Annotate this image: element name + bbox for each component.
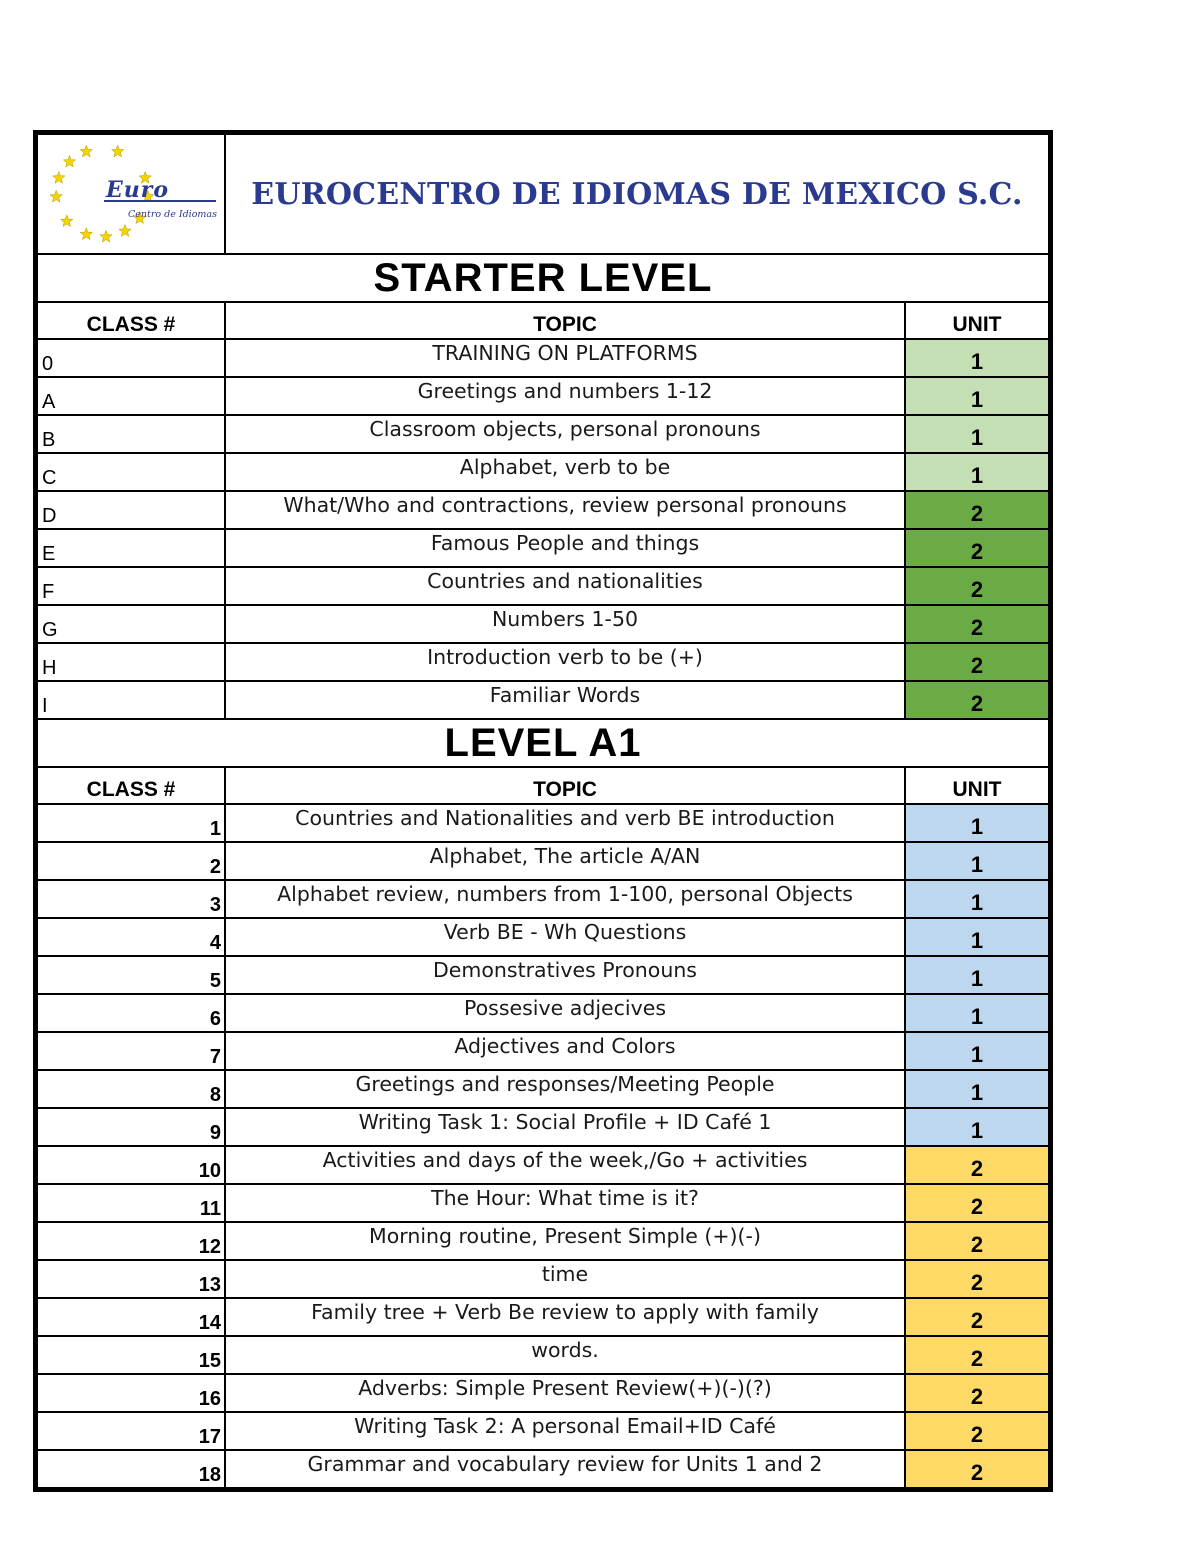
class-number-cell: 3 <box>37 880 225 918</box>
table-row <box>37 1298 1049 1336</box>
table-row <box>37 1146 1049 1184</box>
unit-cell: 1 <box>905 918 1049 956</box>
unit-cell: 2 <box>905 605 1049 643</box>
logo-text: Euro <box>106 177 170 203</box>
column-header-unit: UNIT <box>905 302 1049 339</box>
topic-cell: Classroom objects, personal pronouns <box>225 415 905 453</box>
unit-cell: 2 <box>905 1222 1049 1260</box>
class-number-cell: 8 <box>37 1070 225 1108</box>
euro-logo <box>42 137 222 249</box>
class-number-cell: 16 <box>37 1374 225 1412</box>
level-title: LEVEL A1 <box>37 719 1049 767</box>
table-row <box>37 918 1049 956</box>
unit-cell: 2 <box>905 1298 1049 1336</box>
column-header-class: CLASS # <box>37 302 225 339</box>
table-row <box>37 1184 1049 1222</box>
unit-cell: 1 <box>905 1070 1049 1108</box>
unit-cell: 2 <box>905 567 1049 605</box>
table-row <box>37 605 1049 643</box>
class-number-cell: 2 <box>37 842 225 880</box>
star-icon <box>100 230 112 242</box>
star-icon <box>61 215 73 227</box>
class-number-cell: 13 <box>37 1260 225 1298</box>
class-number-cell: 9 <box>37 1108 225 1146</box>
table-row <box>37 994 1049 1032</box>
topic-cell: Possesive adjecives <box>225 994 905 1032</box>
table-row <box>37 956 1049 994</box>
topic-cell: Adverbs: Simple Present Review(+)(-)(?) <box>225 1374 905 1412</box>
unit-cell: 2 <box>905 681 1049 719</box>
unit-cell: 2 <box>905 1260 1049 1298</box>
level-heading-row <box>37 254 1049 302</box>
column-header-topic: TOPIC <box>225 767 905 804</box>
class-number-cell: F <box>37 567 225 605</box>
table-row <box>37 1412 1049 1450</box>
level-heading-row <box>37 719 1049 767</box>
class-number-cell: 4 <box>37 918 225 956</box>
class-number-cell: C <box>37 453 225 491</box>
star-icon <box>63 155 75 167</box>
class-number-cell: 14 <box>37 1298 225 1336</box>
table-row <box>37 804 1049 842</box>
column-header-topic: TOPIC <box>225 302 905 339</box>
table-row <box>37 880 1049 918</box>
curriculum-table <box>36 133 1050 1489</box>
topic-cell: Greetings and responses/Meeting People <box>225 1070 905 1108</box>
unit-cell: 2 <box>905 1336 1049 1374</box>
table-row <box>37 339 1049 377</box>
unit-cell: 1 <box>905 880 1049 918</box>
unit-cell: 2 <box>905 529 1049 567</box>
unit-cell: 2 <box>905 1450 1049 1488</box>
column-header-class: CLASS # <box>37 767 225 804</box>
topic-cell: Activities and days of the week,/Go + activities <box>225 1146 905 1184</box>
class-number-cell: A <box>37 377 225 415</box>
class-number-cell: 0 <box>37 339 225 377</box>
class-number-cell: 18 <box>37 1450 225 1488</box>
column-header-row <box>37 302 1049 339</box>
unit-cell: 1 <box>905 453 1049 491</box>
topic-cell: Demonstratives Pronouns <box>225 956 905 994</box>
logo-cell <box>37 134 225 254</box>
class-number-cell: 17 <box>37 1412 225 1450</box>
topic-cell: Numbers 1-50 <box>225 605 905 643</box>
unit-cell: 2 <box>905 1146 1049 1184</box>
topic-cell: Morning routine, Present Simple (+)(-) <box>225 1222 905 1260</box>
star-icon <box>80 228 92 240</box>
star-icon <box>80 145 92 157</box>
table-row <box>37 567 1049 605</box>
class-number-cell: D <box>37 491 225 529</box>
topic-cell: Alphabet, verb to be <box>225 453 905 491</box>
class-number-cell: E <box>37 529 225 567</box>
topic-cell: The Hour: What time is it? <box>225 1184 905 1222</box>
table-row <box>37 1108 1049 1146</box>
unit-cell: 2 <box>905 1184 1049 1222</box>
class-number-cell: 15 <box>37 1336 225 1374</box>
star-icon <box>112 145 124 157</box>
class-number-cell: 7 <box>37 1032 225 1070</box>
topic-cell: Greetings and numbers 1-12 <box>225 377 905 415</box>
unit-cell: 1 <box>905 956 1049 994</box>
unit-cell: 2 <box>905 1374 1049 1412</box>
table-row <box>37 1336 1049 1374</box>
topic-cell: Introduction verb to be (+) <box>225 643 905 681</box>
unit-cell: 1 <box>905 994 1049 1032</box>
class-number-cell: H <box>37 643 225 681</box>
topic-cell: Countries and Nationalities and verb BE introduction <box>225 804 905 842</box>
unit-cell: 1 <box>905 842 1049 880</box>
table-row <box>37 1222 1049 1260</box>
class-number-cell: I <box>37 681 225 719</box>
topic-cell: Writing Task 1: Social Profile + ID Café 1 <box>225 1108 905 1146</box>
class-number-cell: 12 <box>37 1222 225 1260</box>
topic-cell: Adjectives and Colors <box>225 1032 905 1070</box>
page-title: EUROCENTRO DE IDIOMAS DE MEXICO S.C. <box>225 134 1049 254</box>
unit-cell: 1 <box>905 1032 1049 1070</box>
table-row <box>37 1070 1049 1108</box>
topic-cell: What/Who and contractions, review personal pronouns <box>225 491 905 529</box>
star-icon <box>53 172 65 184</box>
column-header-row <box>37 767 1049 804</box>
unit-cell: 2 <box>905 491 1049 529</box>
unit-cell: 1 <box>905 804 1049 842</box>
table-row <box>37 415 1049 453</box>
table-row <box>37 453 1049 491</box>
topic-cell: time <box>225 1260 905 1298</box>
class-number-cell: 1 <box>37 804 225 842</box>
unit-cell: 2 <box>905 1412 1049 1450</box>
topic-cell: Countries and nationalities <box>225 567 905 605</box>
topic-cell: Verb BE - Wh Questions <box>225 918 905 956</box>
class-number-cell: G <box>37 605 225 643</box>
topic-cell: Famous People and things <box>225 529 905 567</box>
table-row <box>37 1450 1049 1488</box>
topic-cell: Family tree + Verb Be review to apply with family <box>225 1298 905 1336</box>
topic-cell: words. <box>225 1336 905 1374</box>
unit-cell: 1 <box>905 339 1049 377</box>
topic-cell: Alphabet, The article A/AN <box>225 842 905 880</box>
level-title: STARTER LEVEL <box>37 254 1049 302</box>
table-row <box>37 377 1049 415</box>
topic-cell: Alphabet review, numbers from 1-100, personal Objects <box>225 880 905 918</box>
table-row <box>37 1032 1049 1070</box>
unit-cell: 2 <box>905 643 1049 681</box>
topic-cell: TRAINING ON PLATFORMS <box>225 339 905 377</box>
class-number-cell: 6 <box>37 994 225 1032</box>
star-icon <box>50 190 62 202</box>
unit-cell: 1 <box>905 415 1049 453</box>
curriculum-sheet <box>33 130 1053 1492</box>
class-number-cell: 11 <box>37 1184 225 1222</box>
class-number-cell: B <box>37 415 225 453</box>
class-number-cell: 10 <box>37 1146 225 1184</box>
table-row <box>37 681 1049 719</box>
table-row <box>37 491 1049 529</box>
unit-cell: 1 <box>905 377 1049 415</box>
header-row <box>37 134 1049 254</box>
logo-subtext: Centro de Idiomas <box>128 209 217 220</box>
table-row <box>37 1374 1049 1412</box>
class-number-cell: 5 <box>37 956 225 994</box>
table-row <box>37 643 1049 681</box>
topic-cell: Familiar Words <box>225 681 905 719</box>
table-row <box>37 842 1049 880</box>
topic-cell: Grammar and vocabulary review for Units 1 and 2 <box>225 1450 905 1488</box>
unit-cell: 1 <box>905 1108 1049 1146</box>
star-icon <box>119 225 131 237</box>
column-header-unit: UNIT <box>905 767 1049 804</box>
table-row <box>37 529 1049 567</box>
table-row <box>37 1260 1049 1298</box>
topic-cell: Writing Task 2: A personal Email+ID Café <box>225 1412 905 1450</box>
